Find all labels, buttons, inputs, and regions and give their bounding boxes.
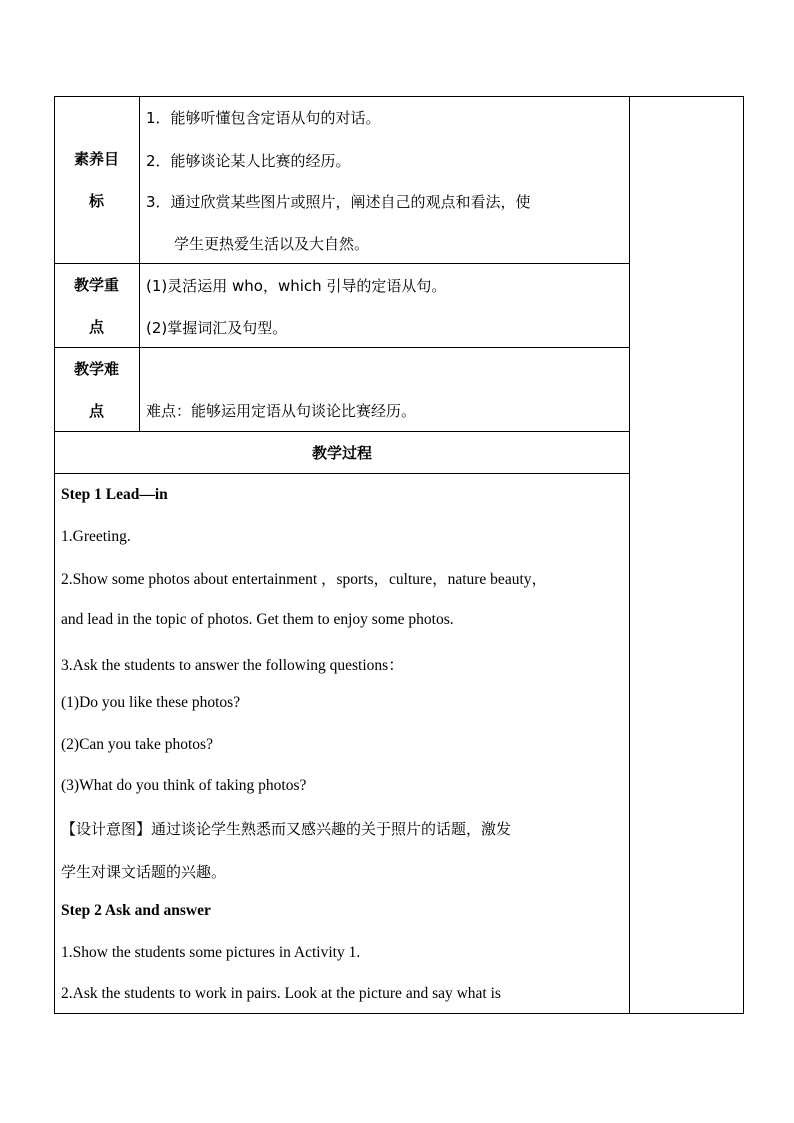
label-line: 标: [88, 192, 104, 210]
label-line: 教学重: [73, 276, 119, 294]
process-line: 1.Show the students some pictures in Activity 1.: [61, 944, 361, 961]
step-1-title: Step 1 Lead—in: [61, 486, 168, 503]
goal-item: 3．通过欣赏某些图片或照片，阐述自己的观点和看法，使: [146, 193, 531, 211]
process-line: (2)Can you take photos?: [61, 736, 213, 753]
process-line: 1.Greeting.: [61, 528, 131, 545]
column-divider-label: [139, 96, 140, 432]
row-label-literacy: [54, 138, 139, 222]
label-line: 素养目: [73, 150, 119, 168]
process-line: 2.Ask the students to work in pairs. Look at the picture and say what is: [61, 985, 501, 1002]
step-2-title: Step 2 Ask and answer: [61, 902, 211, 919]
goal-item: 1．能够听懂包含定语从句的对话。: [146, 109, 381, 127]
key-point-item: (1)灵活运用 who，which 引导的定语从句。: [146, 277, 447, 295]
column-divider-right: [629, 96, 630, 1014]
process-line: (1)Do you like these photos?: [61, 694, 241, 711]
design-intent-line: 学生对课文话题的兴趣。: [61, 863, 227, 881]
goal-item: 学生更热爱生活以及大自然。: [174, 235, 370, 253]
goal-item: 2．能够谈论某人比赛的经历。: [146, 152, 351, 170]
label-line: 点: [88, 402, 104, 420]
row-divider-1: [54, 263, 630, 264]
process-heading: 教学过程: [311, 444, 372, 462]
difficulty-item: 难点：能够运用定语从句谈论比赛经历。: [146, 402, 417, 420]
row-label-difficulties: [54, 348, 139, 432]
label-line: 教学难: [73, 360, 119, 378]
label-line: 点: [88, 318, 104, 336]
key-point-item: (2)掌握词汇及句型。: [146, 319, 288, 337]
row-divider-2: [54, 347, 630, 348]
process-line: (3)What do you think of taking photos?: [61, 777, 307, 794]
row-label-key-points: [54, 264, 139, 348]
design-intent-line: 【设计意图】通过谈论学生熟悉而又感兴趣的关于照片的话题，激发: [61, 820, 512, 838]
process-line: 3.Ask the students to answer the following questions：: [61, 657, 404, 674]
process-line: and lead in the topic of photos. Get them to enjoy some photos.: [61, 611, 454, 628]
process-line: 2.Show some photos about entertainment ，sports，culture，nature beauty，: [61, 571, 548, 588]
